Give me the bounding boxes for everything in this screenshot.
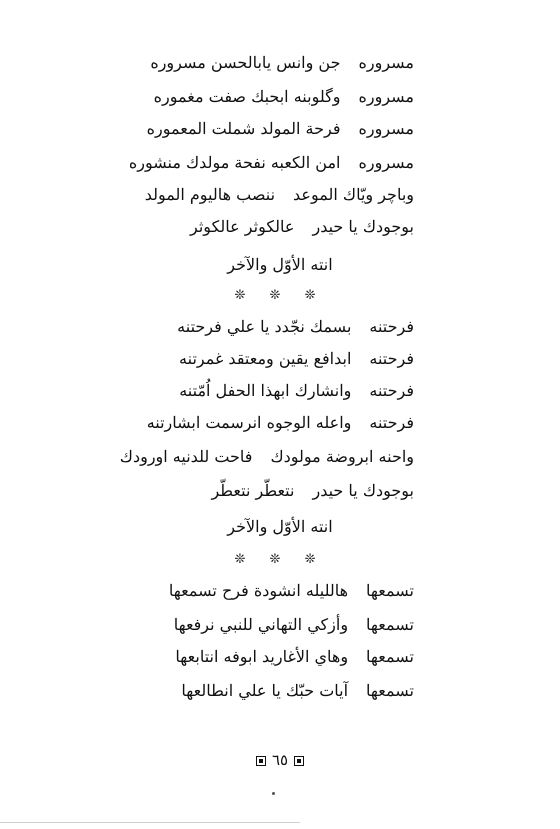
verse-first-hemistich: امن الكعبه نفحة مولدك منشوره: [128, 153, 341, 172]
verse-line: [174, 614, 414, 636]
verse-second-hemistich: بوجودك يا حيدر: [312, 217, 414, 236]
verse-first-hemistich: ابدافع يقين ومعتقد غمرتنه: [179, 349, 352, 368]
verse-second-hemistich: مسروره: [358, 153, 414, 172]
verse-line: [175, 646, 414, 668]
verse-line: [147, 118, 414, 140]
section-divider-stars-2: ❊ ❊ ❊: [234, 552, 326, 567]
verse-first-hemistich: آيات حبّك يا علي انطالعها: [181, 681, 349, 700]
verse-second-hemistich: تسمعها: [366, 615, 414, 634]
refrain-1: انته الأوّل والآخر: [227, 255, 333, 274]
verse-second-hemistich: تسمعها: [366, 581, 414, 600]
verse-second-hemistich: مسروره: [358, 53, 414, 72]
verse-line: [120, 446, 414, 468]
verse-first-hemistich: وهاي الأغاريد ابوفه انتابعها: [175, 647, 349, 666]
verse-line: [169, 580, 414, 602]
verse-first-hemistich: عالكوثر عالكوثر: [190, 217, 295, 236]
verse-second-hemistich: وباچر ويّاك الموعد: [293, 185, 414, 204]
verse-first-hemistich: وگلوبنه ابحبك صفت مغموره: [153, 87, 341, 106]
verse-line: [179, 348, 414, 370]
section-divider-stars-1: ❊ ❊ ❊: [234, 288, 326, 303]
verse-line: [150, 52, 414, 74]
page-number: ٦٥: [271, 751, 289, 769]
verse-second-hemistich: مسروره: [358, 119, 414, 138]
verse-first-hemistich: جن وانس يابالحسن مسروره: [150, 53, 341, 72]
verse-line: [129, 152, 414, 174]
verse-second-hemistich: مسروره: [358, 87, 414, 106]
page-number-footer: [0, 750, 560, 770]
verse-first-hemistich: نتعطّر نتعطّر: [211, 481, 295, 500]
ornament-square-icon: [294, 756, 304, 766]
verse-line: [145, 184, 414, 206]
verse-second-hemistich: تسمعها: [366, 681, 414, 700]
verse-second-hemistich: فرحتنه: [369, 413, 414, 432]
page-edge-line: [0, 822, 300, 823]
verse-line: [181, 680, 414, 702]
verse-first-hemistich: وأزكي التهاني للنبي نرفعها: [173, 615, 349, 634]
verse-first-hemistich: فاحت للدنيه اورودك: [119, 447, 253, 466]
verse-first-hemistich: هالليله انشودة فرح تسمعها: [168, 581, 349, 600]
verse-line: [154, 86, 414, 108]
verse-first-hemistich: فرحة المولد شملت المعموره: [146, 119, 341, 138]
verse-first-hemistich: بسمك نجّدد يا علي فرحتنه: [177, 317, 352, 336]
verse-line: [147, 412, 414, 434]
verse-first-hemistich: وانشارك ابهذا الحفل اُمّتنه: [179, 381, 352, 400]
verse-line: [179, 380, 414, 402]
ornament-square-icon: [256, 756, 266, 766]
page-speck: [272, 792, 275, 795]
verse-second-hemistich: بوجودك يا حيدر: [312, 481, 414, 500]
verse-line: [190, 216, 414, 238]
verse-second-hemistich: فرحتنه: [369, 349, 414, 368]
verse-second-hemistich: تسمعها: [366, 647, 414, 666]
verse-second-hemistich: فرحتنه: [369, 317, 414, 336]
verse-line: [177, 316, 414, 338]
verse-line: [211, 480, 414, 502]
verse-first-hemistich: ننصب هاليوم المولد: [144, 185, 276, 204]
refrain-2: انته الأوّل والآخر: [227, 517, 333, 536]
verse-first-hemistich: واعله الوجوه انرسمت ابشارتنه: [146, 413, 352, 432]
verse-second-hemistich: فرحتنه: [369, 381, 414, 400]
verse-second-hemistich: واحنه ابروضة مولودك: [270, 447, 414, 466]
